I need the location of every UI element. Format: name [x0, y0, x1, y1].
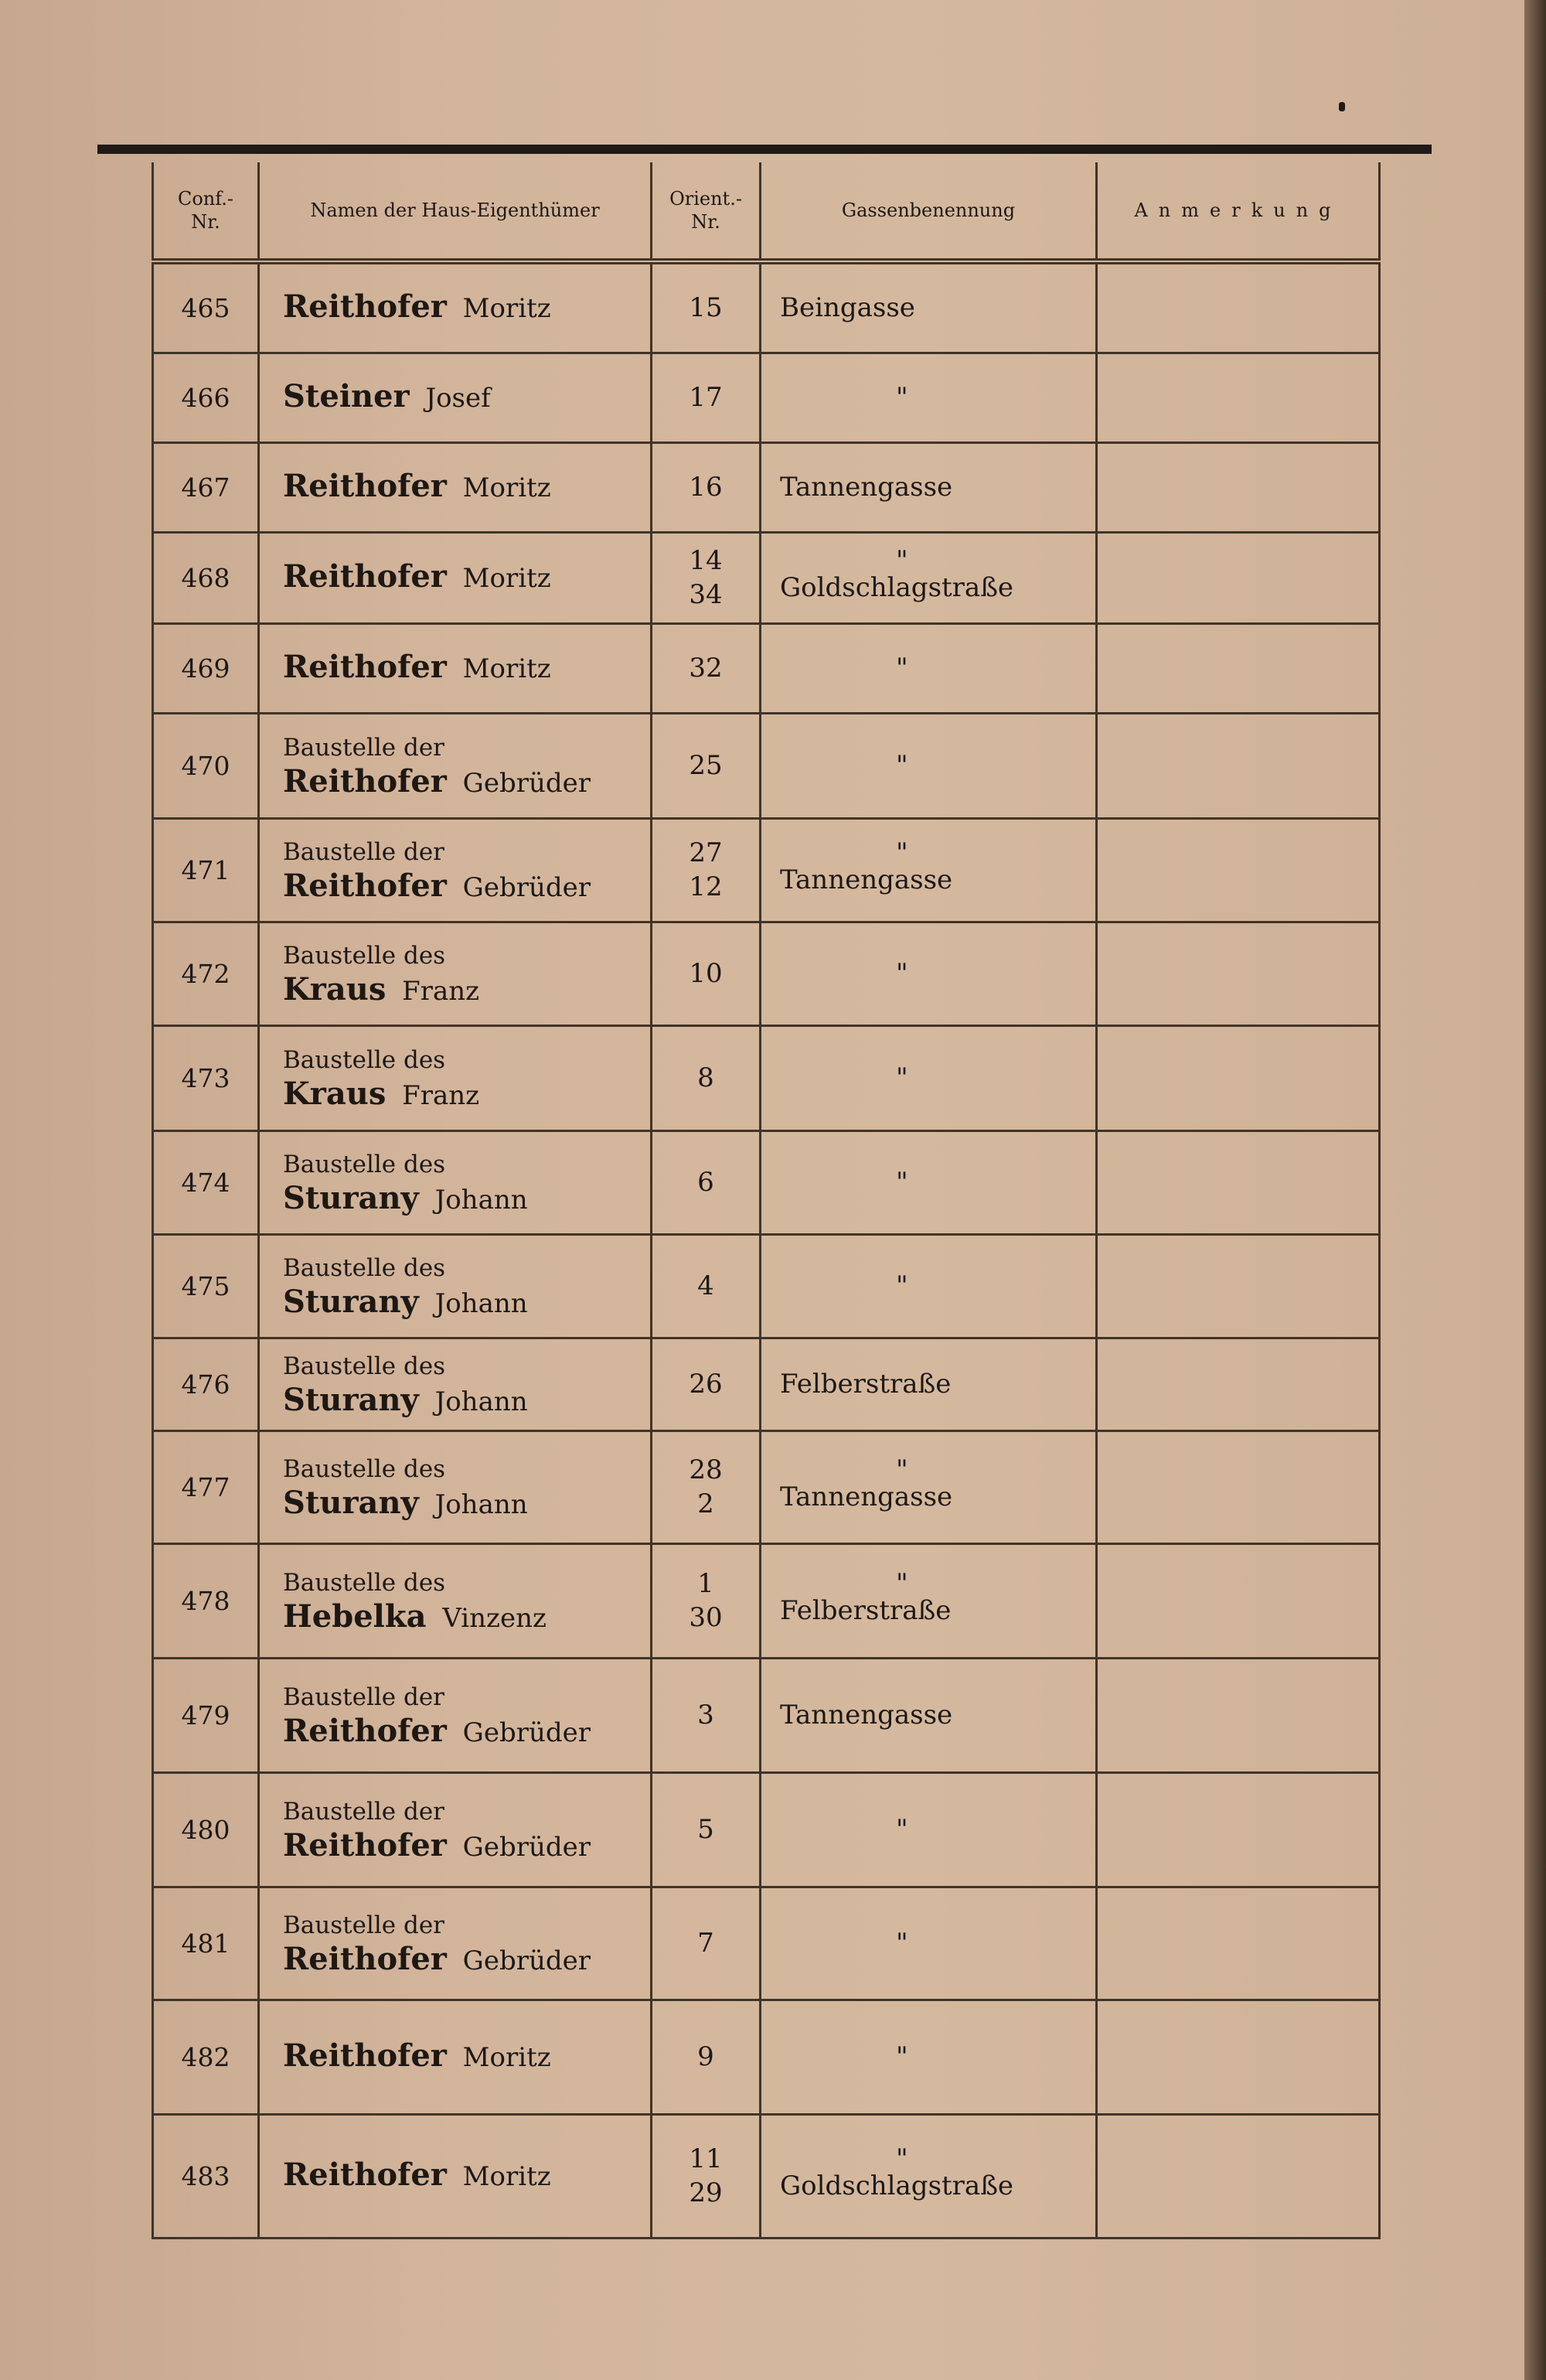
owner-nameline — [283, 1486, 650, 1522]
corner-mark — [1339, 102, 1345, 111]
owner-given-name: Gebrüder — [462, 1832, 591, 1863]
owner-surname: Sturany — [283, 1382, 419, 1418]
owner-surname: Reithofer — [283, 558, 447, 595]
street-ditto-mark: " — [896, 2041, 908, 2072]
owner-name — [259, 1430, 652, 1543]
owner-name — [259, 713, 652, 818]
table-row — [153, 532, 1380, 623]
owner-prefix: Baustelle der — [283, 1683, 444, 1711]
owner-nameline — [283, 290, 650, 326]
orient-number — [652, 353, 761, 442]
owner-prefix: Baustelle der — [283, 838, 444, 866]
street-text: Beingasse — [780, 292, 915, 324]
street-name — [761, 922, 1097, 1025]
owner-prefix: Baustelle der — [283, 734, 444, 762]
remark-cell — [1097, 1025, 1380, 1130]
orient-number-1: 15 — [689, 292, 723, 324]
header-conf-line2: Nr. — [191, 211, 220, 233]
conf-number: 478 — [153, 1543, 259, 1658]
owner-surname: Sturany — [283, 1284, 419, 1320]
owner-surname: Reithofer — [283, 763, 447, 800]
orient-number-1: 25 — [689, 750, 723, 781]
owner-prefix: Baustelle der — [283, 1911, 444, 1939]
orient-number-2: 12 — [689, 871, 723, 902]
owner-name — [259, 922, 652, 1025]
remark-cell — [1097, 2114, 1380, 2238]
owner-name — [259, 2000, 652, 2114]
orient-number — [652, 532, 761, 623]
owner-prefix: Baustelle der — [283, 1798, 444, 1826]
orient-number-1: 17 — [689, 382, 723, 413]
street-ditto-mark: " — [896, 2143, 908, 2174]
street-ditto-mark: " — [896, 1167, 908, 1198]
remark-cell — [1097, 713, 1380, 818]
owner-given-name: Gebrüder — [462, 1945, 591, 1976]
street-name — [761, 442, 1097, 532]
table-row — [153, 1234, 1380, 1338]
top-rule — [97, 145, 1432, 154]
conf-number: 483 — [153, 2114, 259, 2238]
owner-name — [259, 1025, 652, 1130]
header-owner-name: Namen der Haus-Eigenthümer — [259, 162, 652, 261]
street-name — [761, 532, 1097, 623]
street-name — [761, 1887, 1097, 2000]
owner-given-name: Franz — [402, 1080, 480, 1111]
owner-nameline — [283, 650, 650, 686]
owner-nameline — [283, 1077, 650, 1113]
owner-given-name: Johann — [434, 1185, 528, 1216]
orient-number-1: 1 — [697, 1568, 714, 1599]
conf-number: 473 — [153, 1025, 259, 1130]
owner-given-name: Moritz — [462, 2042, 551, 2073]
owner-surname: Reithofer — [283, 2037, 447, 2074]
table-row — [153, 1025, 1380, 1130]
owner-given-name: Gebrüder — [462, 768, 591, 799]
conf-number: 481 — [153, 1887, 259, 2000]
table-row — [153, 713, 1380, 818]
street-ditto-mark: " — [896, 750, 908, 781]
orient-number-1: 26 — [689, 1369, 723, 1400]
remark-cell — [1097, 2000, 1380, 2114]
street-ditto-mark: " — [896, 1454, 908, 1485]
street-ditto-mark: " — [896, 545, 908, 576]
conf-number: 466 — [153, 353, 259, 442]
remark-cell — [1097, 1543, 1380, 1658]
orient-number — [652, 1025, 761, 1130]
street-text: Tannengasse — [780, 1482, 953, 1512]
remark-cell — [1097, 1772, 1380, 1887]
owner-nameline — [283, 765, 650, 800]
orient-number-1: 11 — [689, 2143, 723, 2174]
owner-name — [259, 1887, 652, 2000]
conf-number: 468 — [153, 532, 259, 623]
table-row — [153, 1430, 1380, 1543]
street-name — [761, 1658, 1097, 1772]
owner-name — [259, 2114, 652, 2238]
owner-surname: Reithofer — [283, 468, 447, 504]
orient-number-1: 5 — [697, 1814, 714, 1845]
owner-given-name: Johann — [434, 1386, 528, 1417]
orient-number-1: 9 — [697, 2041, 714, 2072]
owner-prefix: Baustelle des — [283, 1455, 446, 1483]
owner-surname: Kraus — [283, 1076, 386, 1112]
orient-number — [652, 1234, 761, 1338]
owner-name — [259, 442, 652, 532]
remark-cell — [1097, 532, 1380, 623]
owner-surname: Sturany — [283, 1180, 419, 1216]
owner-name — [259, 818, 652, 922]
remark-cell — [1097, 1430, 1380, 1543]
street-text: Felberstraße — [780, 1369, 952, 1400]
owner-nameline — [283, 1285, 650, 1321]
conf-number: 469 — [153, 623, 259, 713]
owner-surname: Reithofer — [283, 649, 447, 685]
owner-given-name: Gebrüder — [462, 872, 591, 903]
street-ditto-mark: " — [896, 1270, 908, 1301]
owner-given-name: Johann — [434, 1489, 528, 1520]
owner-prefix: Baustelle des — [283, 1046, 446, 1074]
orient-number-1: 10 — [689, 958, 723, 989]
header-remark: Anmerkung — [1097, 162, 1380, 261]
remark-cell — [1097, 922, 1380, 1025]
street-text: Felberstraße — [780, 1595, 952, 1626]
owner-nameline — [283, 1181, 650, 1217]
orient-number — [652, 1772, 761, 1887]
orient-number-1: 28 — [689, 1454, 723, 1485]
street-name — [761, 2000, 1097, 2114]
conf-number: 480 — [153, 1772, 259, 1887]
orient-number — [652, 623, 761, 713]
orient-number — [652, 2114, 761, 2238]
street-name — [761, 1772, 1097, 1887]
owner-given-name: Moritz — [462, 563, 551, 594]
header-orient-line2: Nr. — [691, 211, 720, 233]
orient-number-1: 14 — [689, 545, 723, 576]
owner-name — [259, 1543, 652, 1658]
orient-number — [652, 442, 761, 532]
header-street-name: Gassenbenennung — [761, 162, 1097, 261]
owner-surname: Reithofer — [283, 1827, 447, 1863]
owner-surname: Steiner — [283, 378, 410, 414]
table-row — [153, 1543, 1380, 1658]
owner-surname: Reithofer — [283, 1941, 447, 1977]
remark-cell — [1097, 353, 1380, 442]
owner-surname: Sturany — [283, 1485, 419, 1521]
owner-surname: Reithofer — [283, 2157, 447, 2193]
table-row — [153, 442, 1380, 532]
page-edge — [1524, 0, 1546, 2380]
owner-name — [259, 261, 652, 353]
remark-cell — [1097, 1338, 1380, 1430]
street-ditto-mark: " — [896, 1814, 908, 1845]
street-text: Tannengasse — [780, 864, 953, 895]
owner-name — [259, 1772, 652, 1887]
conf-number: 479 — [153, 1658, 259, 1772]
street-ditto-mark: " — [896, 1062, 908, 1093]
owner-name — [259, 532, 652, 623]
orient-number — [652, 713, 761, 818]
orient-number — [652, 261, 761, 353]
owner-given-name: Moritz — [462, 472, 551, 503]
street-name — [761, 353, 1097, 442]
orient-number — [652, 1887, 761, 2000]
owner-nameline — [283, 2158, 650, 2194]
remark-cell — [1097, 1887, 1380, 2000]
street-text: Goldschlagstraße — [780, 2170, 1014, 2201]
orient-number-1: 7 — [697, 1928, 714, 1959]
owner-nameline — [283, 1942, 650, 1978]
orient-number-2: 30 — [689, 1602, 723, 1633]
orient-number — [652, 1658, 761, 1772]
orient-number — [652, 1130, 761, 1234]
street-text: Goldschlagstraße — [780, 572, 1014, 603]
table-header-row — [153, 162, 1380, 261]
orient-number — [652, 818, 761, 922]
table-row — [153, 818, 1380, 922]
owner-prefix: Baustelle des — [283, 1569, 446, 1597]
owner-given-name: Vinzenz — [442, 1603, 547, 1634]
conf-number: 474 — [153, 1130, 259, 1234]
street-ditto-mark: " — [896, 382, 908, 413]
owner-name — [259, 1130, 652, 1234]
street-ditto-mark: " — [896, 1928, 908, 1959]
owner-name — [259, 1658, 652, 1772]
street-ditto-mark: " — [896, 958, 908, 989]
orient-number — [652, 1338, 761, 1430]
conf-number: 476 — [153, 1338, 259, 1430]
remark-cell — [1097, 261, 1380, 353]
table-row — [153, 2000, 1380, 2114]
orient-number-1: 6 — [697, 1167, 714, 1198]
orient-number-2: 2 — [697, 1488, 714, 1519]
street-name — [761, 713, 1097, 818]
owner-surname: Hebelka — [283, 1598, 427, 1635]
owner-nameline — [283, 2039, 650, 2075]
header-orient-line1: Orient.- — [669, 188, 742, 210]
owner-prefix: Baustelle des — [283, 1151, 446, 1178]
conf-number: 477 — [153, 1430, 259, 1543]
orient-number — [652, 1543, 761, 1658]
street-name — [761, 1430, 1097, 1543]
owner-surname: Reithofer — [283, 288, 447, 326]
street-text: Tannengasse — [780, 472, 953, 503]
orient-number — [652, 922, 761, 1025]
owner-nameline — [283, 1383, 650, 1419]
orient-number-1: 16 — [689, 472, 723, 503]
remark-cell — [1097, 442, 1380, 532]
street-name — [761, 623, 1097, 713]
orient-number-1: 3 — [697, 1700, 714, 1730]
owner-given-name: Gebrüder — [462, 1717, 591, 1748]
orient-number-2: 29 — [689, 2177, 723, 2208]
remark-cell — [1097, 1234, 1380, 1338]
street-name — [761, 1025, 1097, 1130]
street-ditto-mark: " — [896, 653, 908, 684]
street-name — [761, 2114, 1097, 2238]
owner-given-name: Moritz — [462, 293, 551, 325]
header-conf-line1: Conf.- — [177, 188, 234, 210]
table-row — [153, 1772, 1380, 1887]
conf-number: 471 — [153, 818, 259, 922]
owner-nameline — [283, 973, 650, 1008]
header-orient-nr — [652, 162, 761, 261]
owner-name — [259, 623, 652, 713]
street-name — [761, 1130, 1097, 1234]
owner-nameline — [283, 1829, 650, 1864]
owner-nameline — [283, 1714, 650, 1750]
owner-given-name: Josef — [425, 383, 491, 414]
owner-nameline — [283, 380, 650, 415]
orient-number-2: 34 — [689, 579, 723, 610]
table-row — [153, 353, 1380, 442]
owner-name — [259, 353, 652, 442]
owner-given-name: Franz — [402, 976, 480, 1007]
remark-cell — [1097, 1130, 1380, 1234]
table-row — [153, 1887, 1380, 2000]
street-name — [761, 818, 1097, 922]
orient-number-1: 8 — [697, 1062, 714, 1093]
owner-name — [259, 1338, 652, 1430]
remark-cell — [1097, 818, 1380, 922]
table-row — [153, 2114, 1380, 2238]
house-register-table — [152, 162, 1381, 2239]
conf-number: 467 — [153, 442, 259, 532]
street-name — [761, 1234, 1097, 1338]
owner-surname: Kraus — [283, 971, 386, 1008]
table-row — [153, 261, 1380, 353]
street-name — [761, 261, 1097, 353]
orient-number-1: 27 — [689, 837, 723, 868]
header-conf-nr — [153, 162, 259, 261]
owner-prefix: Baustelle des — [283, 942, 446, 970]
orient-number — [652, 2000, 761, 2114]
street-text: Tannengasse — [780, 1700, 953, 1730]
orient-number — [652, 1430, 761, 1543]
table-row — [153, 1658, 1380, 1772]
conf-number: 465 — [153, 261, 259, 353]
owner-nameline — [283, 560, 650, 595]
owner-given-name: Johann — [434, 1288, 528, 1319]
table-row — [153, 1338, 1380, 1430]
remark-cell — [1097, 1658, 1380, 1772]
owner-prefix: Baustelle des — [283, 1254, 446, 1282]
owner-nameline — [283, 469, 650, 505]
street-name — [761, 1543, 1097, 1658]
table-row — [153, 1130, 1380, 1234]
register-rows — [153, 261, 1380, 2238]
street-ditto-mark: " — [896, 837, 908, 868]
conf-number: 470 — [153, 713, 259, 818]
conf-number: 482 — [153, 2000, 259, 2114]
table-row — [153, 623, 1380, 713]
owner-given-name: Moritz — [462, 2161, 551, 2192]
street-ditto-mark: " — [896, 1568, 908, 1599]
street-name — [761, 1338, 1097, 1430]
conf-number: 475 — [153, 1234, 259, 1338]
orient-number-1: 32 — [689, 653, 723, 684]
owner-surname: Reithofer — [283, 868, 447, 904]
owner-name — [259, 1234, 652, 1338]
remark-cell — [1097, 623, 1380, 713]
table-row — [153, 922, 1380, 1025]
orient-number-1: 4 — [697, 1270, 714, 1301]
owner-given-name: Moritz — [462, 653, 551, 684]
owner-nameline — [283, 1600, 650, 1635]
owner-nameline — [283, 869, 650, 905]
owner-prefix: Baustelle des — [283, 1352, 446, 1380]
conf-number: 472 — [153, 922, 259, 1025]
owner-surname: Reithofer — [283, 1713, 447, 1749]
